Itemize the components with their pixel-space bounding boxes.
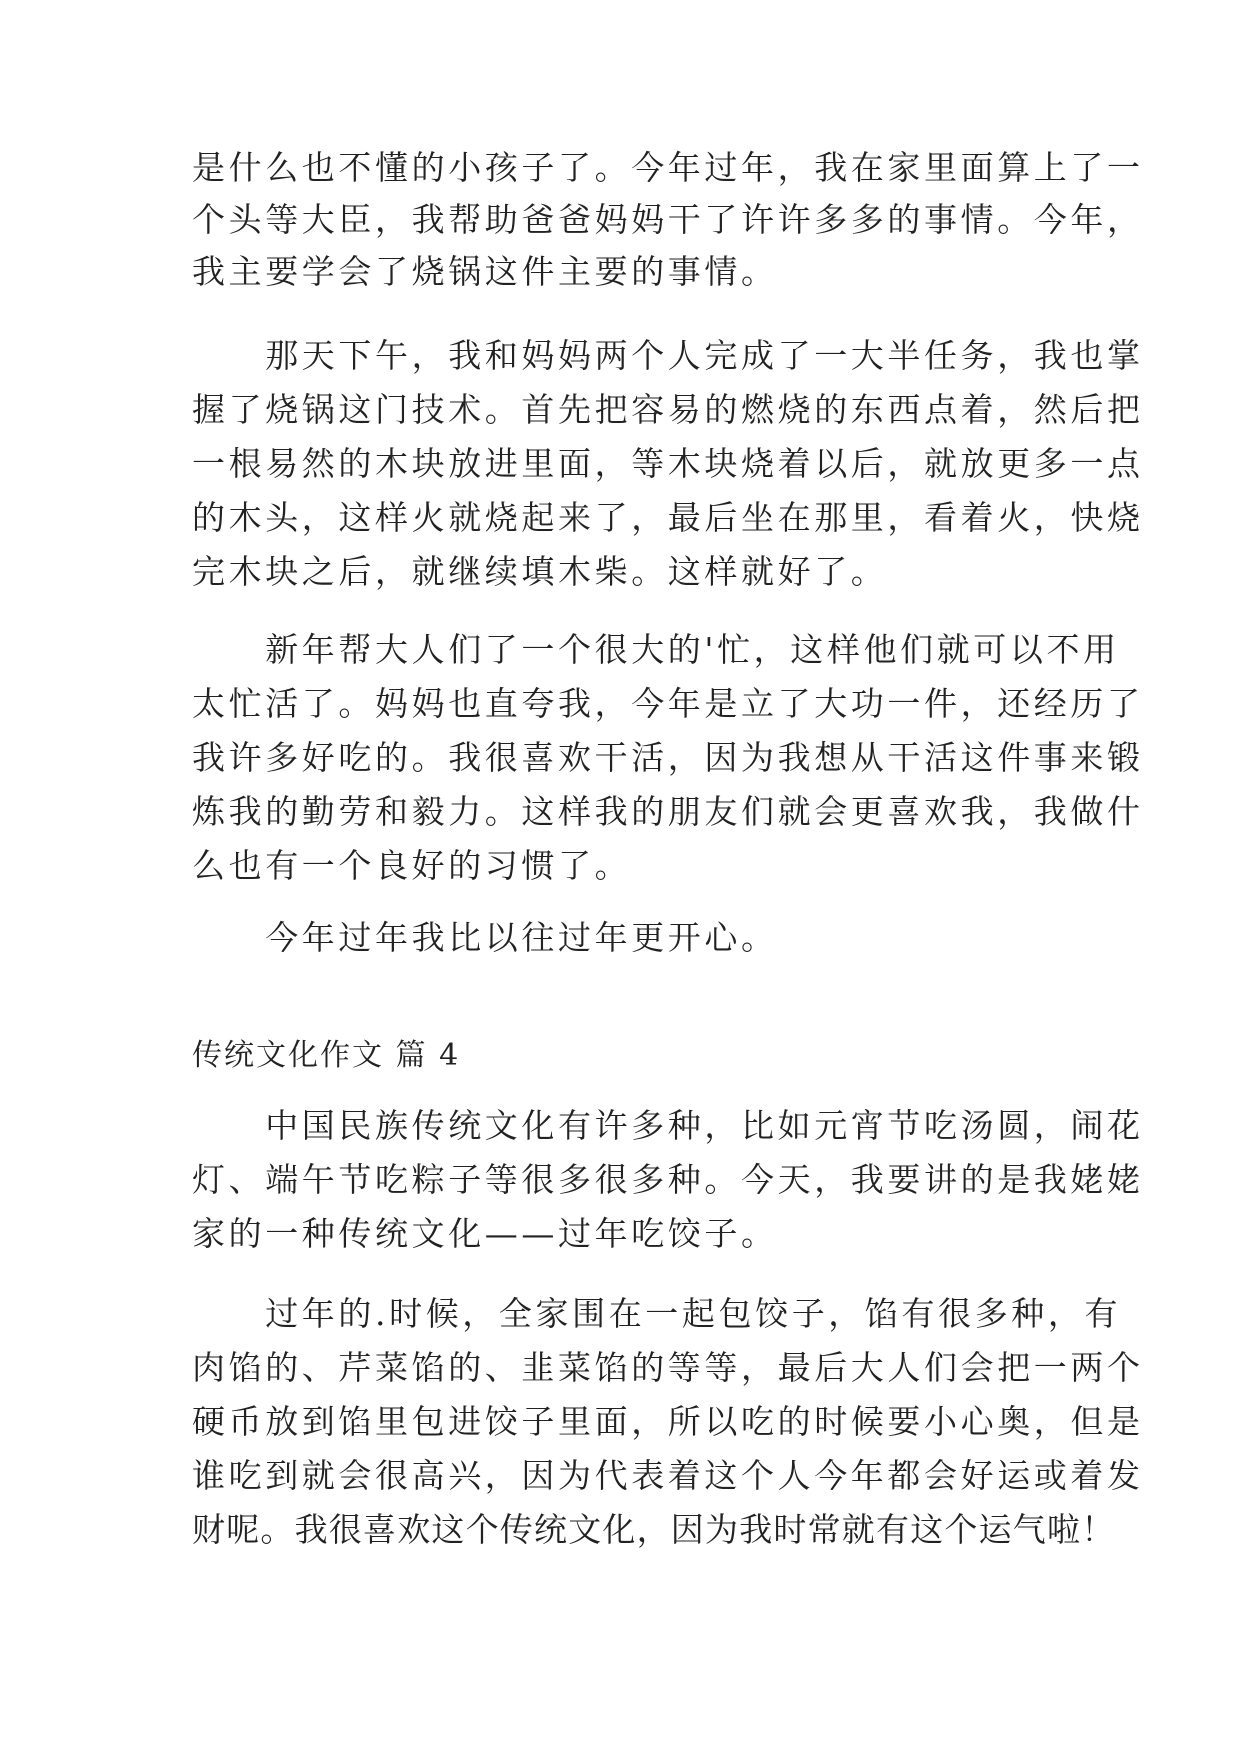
paragraph-1-line-3: 我主要学会了烧锅这件主要的事情。 <box>192 252 778 291</box>
section-paragraph-2-line-4: 谁吃到就会很高兴，因为代表着这个人今年都会好运或着发 <box>192 1456 1144 1495</box>
paragraph-2-line-1: 那天下午，我和妈妈两个人完成了一大半任务，我也掌 <box>192 336 1144 375</box>
section-paragraph-1-line-1: 中国民族传统文化有许多种，比如元宵节吃汤圆，闹花 <box>192 1106 1144 1145</box>
paragraph-3-line-4: 炼我的勤劳和毅力。这样我的朋友们就会更喜欢我，我做什 <box>192 792 1144 831</box>
paragraph-1-line-2: 个头等大臣，我帮助爸爸妈妈干了许许多多的事情。今年， <box>192 200 1144 239</box>
section-paragraph-2-line-3: 硬币放到馅里包进饺子里面，所以吃的时候要小心奥，但是 <box>192 1402 1144 1441</box>
paragraph-2-line-4: 的木头，这样火就烧起来了，最后坐在那里，看着火，快烧 <box>192 498 1144 537</box>
section-paragraph-2-line-5: 财呢。我很喜欢这个传统文化，因为我时常就有这个运气啦！ <box>192 1510 1116 1549</box>
paragraph-1-line-1: 是什么也不懂的小孩子了。今年过年，我在家里面算上了一 <box>192 148 1144 187</box>
paragraph-3-line-2: 太忙活了。妈妈也直夸我，今年是立了大功一件，还经历了 <box>192 684 1144 723</box>
paragraph-2-line-5: 完木块之后，就继续填木柴。这样就好了。 <box>192 552 888 591</box>
paragraph-4-line-1: 今年过年我比以往过年更开心。 <box>192 918 778 957</box>
paragraph-2-line-2: 握了烧锅这门技术。首先把容易的燃烧的东西点着，然后把 <box>192 390 1144 429</box>
section-paragraph-1-line-3: 家的一种传统文化——过年吃饺子。 <box>192 1214 778 1253</box>
paragraph-3-line-1: 新年帮大人们了一个很大的'忙，这样他们就可以不用 <box>192 630 1120 669</box>
paragraph-3-line-5: 么也有一个良好的习惯了。 <box>192 846 632 885</box>
paragraph-3-line-3: 我许多好吃的。我很喜欢干活，因为我想从干活这件事来锻 <box>192 738 1144 777</box>
section-paragraph-1-line-2: 灯、端午节吃粽子等很多很多种。今天，我要讲的是我姥姥 <box>192 1160 1144 1199</box>
section-paragraph-2-line-1: 过年的.时候，全家围在一起包饺子，馅有很多种，有 <box>192 1294 1122 1333</box>
section-title: 传统文化作文 篇 4 <box>192 1038 461 1073</box>
section-paragraph-2-line-2: 肉馅的、芹菜馅的、韭菜馅的等等，最后大人们会把一两个 <box>192 1348 1144 1387</box>
paragraph-2-line-3: 一根易然的木块放进里面，等木块烧着以后，就放更多一点 <box>192 444 1144 483</box>
